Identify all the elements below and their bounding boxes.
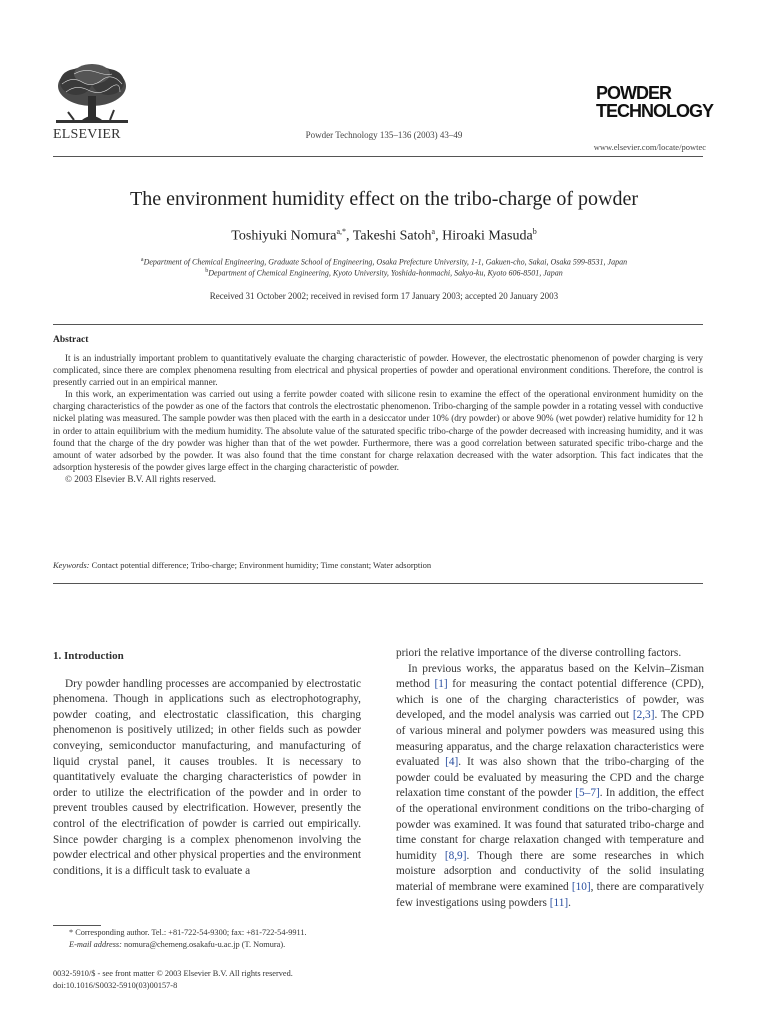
affiliation-text: Department of Chemical Engineering, Kyoto University, Yoshida-honmachi, Sakyo-ku, Kyoto 606-8501, Japan <box>208 268 563 278</box>
journal-url[interactable]: www.elsevier.com/locate/powtec <box>593 142 706 152</box>
section-heading: 1. Introduction <box>53 650 124 662</box>
body-text: . The CPD of various mineral and polymer powders was measured using this measuring apparatus, and the charge relaxation characteristics were evaluated <box>396 709 704 769</box>
affiliation-mark: a <box>140 257 144 263</box>
author-affiliation-mark: a,* <box>336 227 347 236</box>
footnote-divider <box>53 925 101 926</box>
article-title: The environment humidity effect on the tribo-charge of powder <box>130 188 638 210</box>
journal-title-line: POWDER <box>596 83 671 103</box>
corresponding-author-note: * Corresponding author. Tel.: +81-722-54-9300; fax: +81-722-54-9911. <box>69 928 307 937</box>
body-text: . In addition, the effect of the operational environment conditions on the tribo-charging of powder was examined. It was found that saturated tribo-charge and time constant for charge relaxation changed with temperature and humidity <box>396 787 704 862</box>
citation-link[interactable]: [1] <box>434 678 448 691</box>
keywords <box>53 560 703 570</box>
affiliation-text: Department of Chemical Engineering, Graduate School of Engineering, Osaka Prefecture University, 1-1, Gakuen-cho, Sakai, Osaka 599-8531, Japan <box>143 257 628 267</box>
received-dates: Received 31 October 2002; received in revised form 17 January 2003; accepted 20 January 2003 <box>209 291 559 301</box>
abstract-paragraph: In this work, an experimentation was carried out using a ferrite powder coated with silicone resin to examine the effect of the operational environment humidity on the charging characteristics of the powder as one of the factors that controls the electrostatic phenomenon. Tribo-charging of the sample powder in a rotating vessel with conductive nickel plating was measured. The sample powder was then placed with the earth in a desiccator under 10% (dry powder) or above 90% (wet powder) relative humidity for 12 h in order to attain equilibrium with the medium humidity. The absolute value of the saturated specific tribo-charge of the powder decreased with increasing humidity, and it was found that the charge of the dry powder was higher than that of the wet powder. Furthermore, there was a good correlation between saturated specific tribo-charge and the amount of water adsorbed by the powder. It was also found that the time constant for charge relaxation decreased with the water adsorption. This fact indicates that the adsorption hysteresis of the powder gives large effect in the charging characteristic of powder. <box>53 389 703 472</box>
author-separator: , <box>435 228 443 244</box>
body-paragraph <box>396 662 704 912</box>
journal-citation: Powder Technology 135–136 (2003) 43–49 <box>305 130 463 140</box>
body-text: . <box>568 896 571 909</box>
author-affiliation-mark: a <box>431 227 436 236</box>
body-paragraph-continuation: priori the relative importance of the diverse controlling factors. <box>396 647 682 659</box>
abstract-top-divider <box>53 324 703 325</box>
body-column-right <box>396 646 704 911</box>
citation-link[interactable]: [4] <box>445 756 459 769</box>
author-list <box>0 227 768 245</box>
abstract-heading: Abstract <box>53 335 89 345</box>
body-text: , there are comparatively few investigations using powders <box>396 880 705 909</box>
abstract-bottom-divider <box>53 583 703 584</box>
body-text: In previous works, the apparatus based on the Kelvin–Zisman method <box>396 662 704 691</box>
journal-title-line: TECHNOLOGY <box>596 101 714 121</box>
issn-block <box>53 968 413 992</box>
doi-line: doi:10.1016/S0032-5910(03)00157-8 <box>53 981 178 990</box>
author-name: Toshiyuki Nomura <box>231 228 337 244</box>
author-name: Takeshi Satoh <box>352 228 432 244</box>
email-label: E-mail address: <box>69 939 122 949</box>
keywords-text: Contact potential difference; Tribo-charge; Environment humidity; Time constant; Water adsorption <box>91 560 432 570</box>
email-note <box>53 939 373 951</box>
body-text: . Though there are some researches in which moisture adsorption and conductivity of the solid insulating material of membrane were examined <box>396 849 704 893</box>
abstract-body <box>53 352 703 485</box>
citation-link[interactable]: [5–7] <box>575 787 600 800</box>
citation-link[interactable]: [10] <box>571 880 591 893</box>
email-address[interactable]: nomura@chemeng.osakafu-u.ac.jp (T. Nomura). <box>121 939 286 949</box>
author-separator: , <box>346 228 353 244</box>
footnote <box>53 927 373 950</box>
citation-link[interactable]: [11] <box>549 896 569 909</box>
abstract-copyright: © 2003 Elsevier B.V. All rights reserved. <box>65 473 216 484</box>
citation-link[interactable]: [2,3] <box>632 709 655 722</box>
issn-line: 0032-5910/$ - see front matter © 2003 Elsevier B.V. All rights reserved. <box>53 969 293 978</box>
body-text: for measuring the contact potential difference (CPD), which is one of the charging characteristics of powder, was developed, and the model analysis was carried out <box>396 678 704 722</box>
affiliation-mark: b <box>205 268 209 274</box>
body-paragraph: Dry powder handling processes are accompanied by electrostatic phenomena. Though in applications such as electrophotography, powder coating, and electrostatic classification, this charging phenomenon is positively utilized; in other fields such as powder conveying, semiconductor manufacturing, and manufacturing of liquid crystal panel, it causes troubles. It is necessary to quantitatively evaluate the charging characteristics of powder in order to utilize the electrification of the powder and in order to prevent troubles caused by electrification. However, presently the control of the electrification of powder is carried out empirically. Since powder charging is a complex phenomenon involving the powder electrical and other physical properties and the environment conditions, it is a difficult task to evaluate a <box>53 677 361 877</box>
journal-logo-text <box>596 84 716 120</box>
elsevier-tree-logo <box>52 62 132 128</box>
body-column-left <box>53 649 361 879</box>
keywords-label: Keywords: <box>53 560 90 570</box>
author-name: Hiroaki Masuda <box>442 228 533 244</box>
header-divider <box>53 156 703 157</box>
publisher-name: ELSEVIER <box>53 127 121 142</box>
affiliation <box>0 257 768 267</box>
citation-link[interactable]: [8,9] <box>444 849 467 862</box>
abstract-paragraph: It is an industrially important problem to quantitatively evaluate the charging characteristic of powder. However, the electrostatic phenomenon of powder charging is very complicated, since there are complex phenomena resulting from electrical and physical properties of powder and operational environment conditions. Therefore, the control is presently carried out in an empirical manner. <box>53 353 703 388</box>
author-affiliation-mark: b <box>532 227 537 236</box>
affiliation <box>0 268 768 278</box>
body-text: . It was also shown that the tribo-charging of the powder could be evaluated by measuring the CPD and the charge relaxation time constant of the powder <box>396 756 705 800</box>
